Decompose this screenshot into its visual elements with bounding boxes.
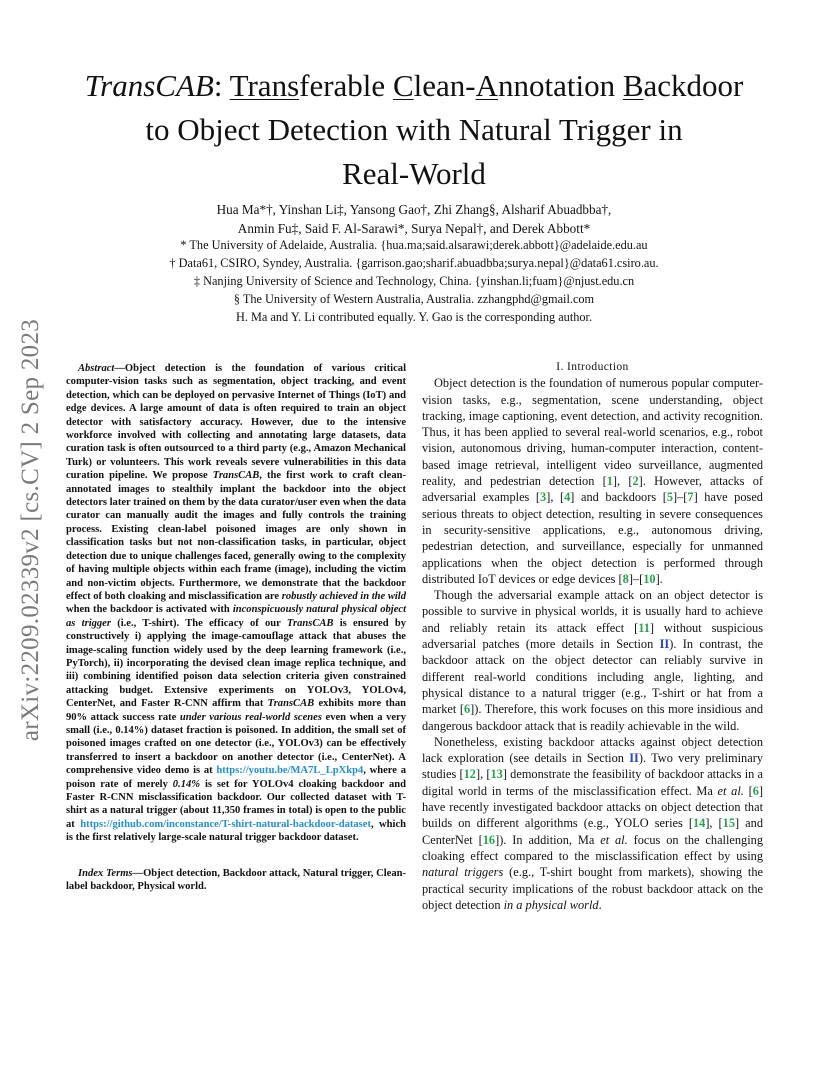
contribution-note: H. Ma and Y. Li contributed equally. Y. Gao is the corresponding author. — [235, 310, 593, 324]
abstract-label: Abstract — [78, 363, 115, 374]
abstract-column — [66, 362, 406, 893]
intro-text: [ — [743, 783, 753, 798]
intro-text: ] and CenterNet [ — [422, 816, 763, 847]
intro-text: ). In contrast, the backdoor attack on the object detector can reliably survive in different real-world conditions including angle, lighting, and physical distance to a natural trigger (e.g., T-shirt or hat from a market [ — [422, 637, 763, 717]
intro-text: ]). Therefore, this work focuses on this more insidious and dangerous backdoor attack that is readily achievable in the wild. — [422, 702, 764, 733]
section-heading-introduction: I. Introduction — [556, 361, 629, 373]
intro-emph: in a physical world — [503, 897, 599, 912]
citation-link[interactable]: 6 — [463, 702, 471, 717]
author-list — [60, 200, 768, 238]
citation-link[interactable]: 2 — [632, 474, 639, 489]
abstract-text: (i.e., T-shirt). The efficacy of our — [110, 617, 287, 629]
title-line-3: Real-World — [342, 156, 486, 191]
citation-link[interactable]: 15 — [722, 816, 736, 831]
section-link[interactable]: II — [629, 751, 639, 766]
citation-link[interactable]: 11 — [638, 620, 650, 635]
intro-text: ] and backdoors [ — [570, 490, 667, 505]
abstract-emph: TransCAB — [286, 617, 334, 629]
citation-link[interactable]: 4 — [564, 490, 571, 505]
intro-paragraph-2 — [422, 587, 763, 734]
intro-text: Nonetheless, existing backdoor attacks against object detection lack exploration (see details in Section — [422, 734, 763, 766]
intro-paragraph-1 — [422, 375, 763, 587]
abstract — [66, 362, 406, 845]
arxiv-identifier: arXiv:2209.02339v2 [cs.CV] 2 Sep 2023 — [17, 318, 44, 742]
abstract-emph: 0.14% — [172, 778, 201, 790]
affiliation-uwa: § The University of Western Australia, Australia. zzhangphd@gmail.com — [233, 292, 595, 306]
video-demo-link[interactable]: https://youtu.be/MA7L_LpXkp4 — [216, 765, 364, 777]
citation-link[interactable]: 8 — [622, 571, 629, 586]
intro-text: ). Two very preliminary studies [ — [422, 751, 763, 782]
citation-link[interactable]: 12 — [463, 767, 476, 782]
intro-emph: natural triggers — [422, 865, 504, 880]
intro-emph: et al. — [717, 783, 744, 798]
abstract-text: , which is the first relatively large-scale natural trigger backdoor dataset. — [66, 818, 406, 844]
index-terms-text: —Object detection, Backdoor attack, Natural trigger, Clean-label backdoor, Physical world. — [66, 867, 406, 893]
citation-link[interactable]: 1 — [606, 474, 613, 489]
citation-link[interactable]: 10 — [643, 571, 656, 586]
affiliation-njust: ‡ Nanjing University of Science and Technology, China. {yinshan.li;fuam}@njust.edu.cn — [193, 274, 635, 288]
abstract-emph: TransCAB — [212, 470, 260, 482]
intro-text: ]). In addition, Ma — [495, 832, 601, 847]
abstract-text: , the first work to craft clean-annotated images to stealthily implant the backdoor into the object detectors later trained on them by the data curator/user even when the data curator can manually audit the images and fully controls the training process. Existing clean-label poisoned images are only shown in classification tasks but not non-classification tasks, in particular, object detection due to unique challenges faced, generally owing to the complexity of having multiple objects within each frame (image), including the victim and non-victim objects. Furthermore, we demonstrate that the backdoor effect of both cloaking and misclassification are — [66, 470, 406, 602]
dataset-link[interactable]: https://github.com/inconstance/T-shirt-natural-backdoor-dataset — [80, 818, 371, 830]
intro-text: ] without suspicious adversarial patches (more details in Section — [422, 620, 764, 652]
intro-text: ] demonstrate the feasibility of backdoor attacks in a digital world in terms of the misclassification effect. Ma — [422, 767, 763, 798]
intro-paragraph-3 — [422, 734, 763, 913]
intro-emph: et al. — [600, 832, 628, 847]
intro-text: . — [598, 897, 602, 912]
title-underline-a: A — [475, 68, 498, 103]
abstract-text: is set for YOLOv4 cloaking backdoor and Faster R-CNN misclassification backdoor. Our collected dataset with T-shirt as a natural trigger (about 11,350 frames in total) is open to the public at — [66, 778, 406, 830]
abstract-emph: TransCAB — [267, 698, 315, 710]
title-line-2: to Object Detection with Natural Trigger in — [145, 112, 683, 147]
citation-link[interactable]: 6 — [752, 783, 759, 798]
index-terms — [66, 867, 406, 894]
intro-text: ], [ — [612, 474, 633, 489]
abstract-emph: under various real-world scenes — [179, 711, 322, 723]
arxiv-sidebar-stamp — [8, 300, 54, 760]
affiliation-adelaide: * The University of Adelaide, Australia. {hua.ma;said.alsarawi;derek.abbott}@adelaide.edu.au — [180, 238, 648, 252]
intro-text: ] have recently investigated backdoor attacks on object detection that builds on different algorithms (e.g., YOLO series [ — [422, 783, 763, 831]
abstract-text: , where a poison rate of merely — [66, 765, 406, 790]
intro-text: focus on the challenging cloaking effect compared to the misclassification effect by using — [422, 832, 763, 863]
title-colon: : — [213, 68, 230, 103]
abstract-emph: inconspicuously natural physical object as trigger — [66, 604, 406, 629]
abstract-text: is ensured by constructively i) applying the image-camouflage attack that abuses the image-scaling function widely used by the deep learning framework (i.e., PyTorch), ii) incorporating the devised clean image replica technique, and iii) combining identified poison data selection criteria given constrained attacking budget. Extensive experiments on YOLOv3, YOLOv4, CenterNet, and Faster R-CNN affirm that — [66, 617, 406, 710]
title-ackdoor: ackdoor — [643, 68, 744, 103]
title-underline-c: C — [392, 68, 414, 103]
title-ferable: ferable — [299, 68, 393, 103]
title-lean: lean- — [413, 68, 476, 103]
title-nnotation: nnotation — [497, 68, 623, 103]
intro-text: (e.g., T-shirt bought from markets), showing the practical security implications of the robust backdoor attack on the object detection — [422, 865, 763, 912]
intro-text: Though the adversarial example attack on an object detector is possible to survive in physical worlds, it is usually hard to achieve and reliably retain its attack effect [ — [422, 588, 763, 635]
intro-text: ], [ — [705, 816, 723, 831]
author-line-2: Anmin Fu‡, Said F. Al-Sarawi*, Surya Nepal†, and Derek Abbott* — [237, 221, 591, 236]
title-line-1 — [60, 64, 768, 108]
introduction-column — [422, 359, 763, 913]
intro-text: ]. However, attacks of adversarial examples [ — [422, 474, 763, 505]
intro-text: ], [ — [475, 767, 491, 782]
intro-text: ]–[ — [673, 490, 688, 505]
intro-text: ] have posed serious threats to object detection, resulting in severe consequences in security-sensitive applications, e.g., autonomous driving, pedestrian detection, and surveillance, especially for unmanned applications when the object detection is performed through distributed IoT devices or edge devices [ — [422, 490, 763, 586]
section-link[interactable]: II — [659, 637, 670, 652]
title-underline-b: B — [622, 68, 644, 103]
citation-link[interactable]: 3 — [540, 490, 547, 505]
citation-link[interactable]: 16 — [482, 832, 496, 847]
index-terms-label: Index Terms — [78, 867, 133, 879]
paper-title — [60, 64, 768, 196]
title-emph: TransCAB — [84, 68, 214, 103]
title-underline-trans: Trans — [229, 68, 300, 103]
abstract-text: when the backdoor is activated with — [66, 604, 233, 616]
intro-text: Object detection is the foundation of numerous popular computer-vision tasks, e.g., segmentation, scene understanding, object tracking, image captioning, event detection, and activity recognition. Thus, it has been applied to several real-world scenarios, e.g., robot vision, autonomous driving, human-computer interaction, content-based image retrieval, intelligent video surveillance, augmented reality, and pedestrian detection [ — [422, 376, 763, 489]
abstract-text: exhibits more than 90% attack success rate — [66, 698, 406, 723]
intro-text: ], [ — [546, 490, 565, 505]
author-line-1: Hua Ma*†, Yinshan Li‡, Yansong Gao†, Zhi Zhang§, Alsharif Abuadbba†, — [216, 202, 612, 217]
intro-text: ]–[ — [628, 571, 644, 586]
citation-link[interactable]: 13 — [490, 767, 503, 782]
citation-link[interactable]: 5 — [666, 490, 674, 505]
citation-link[interactable]: 14 — [692, 816, 706, 831]
affiliation-list — [60, 236, 768, 326]
citation-link[interactable]: 7 — [687, 490, 694, 505]
intro-text: ]. — [655, 571, 663, 586]
abstract-emph: robustly achieved in the wild — [281, 590, 406, 602]
abstract-text: —Object detection is the foundation of various critical computer-vision tasks such as segmentation, object tracking, and event detection, which can be deployed on pervasive Internet of Things (IoT) and edge devices. A large amount of data is often required to train an object detector with satisfactory accuracy. However, due to the intensive workforce involved with collecting and annotating large datasets, data curation task is often outsourced to a third party (e.g., Amazon Mechanical Turk) or volunteers. This work reveals severe vulnerabilities in this data curation pipeline. We propose — [66, 363, 406, 482]
affiliation-data61: † Data61, CSIRO, Syndey, Australia. {garrison.gao;sharif.abuadbba;surya.nepal}@data61.csiro.au. — [169, 256, 659, 270]
abstract-text: even when a very small (i.e., 0.14%) dataset fraction is poisoned. In addition, the small set of poisoned images crafted on one detector (i.e., YOLOv3) can be effectively transferred to insert a backdoor on another detector (i.e., CenterNet). A comprehensive video demo is at — [66, 711, 406, 777]
